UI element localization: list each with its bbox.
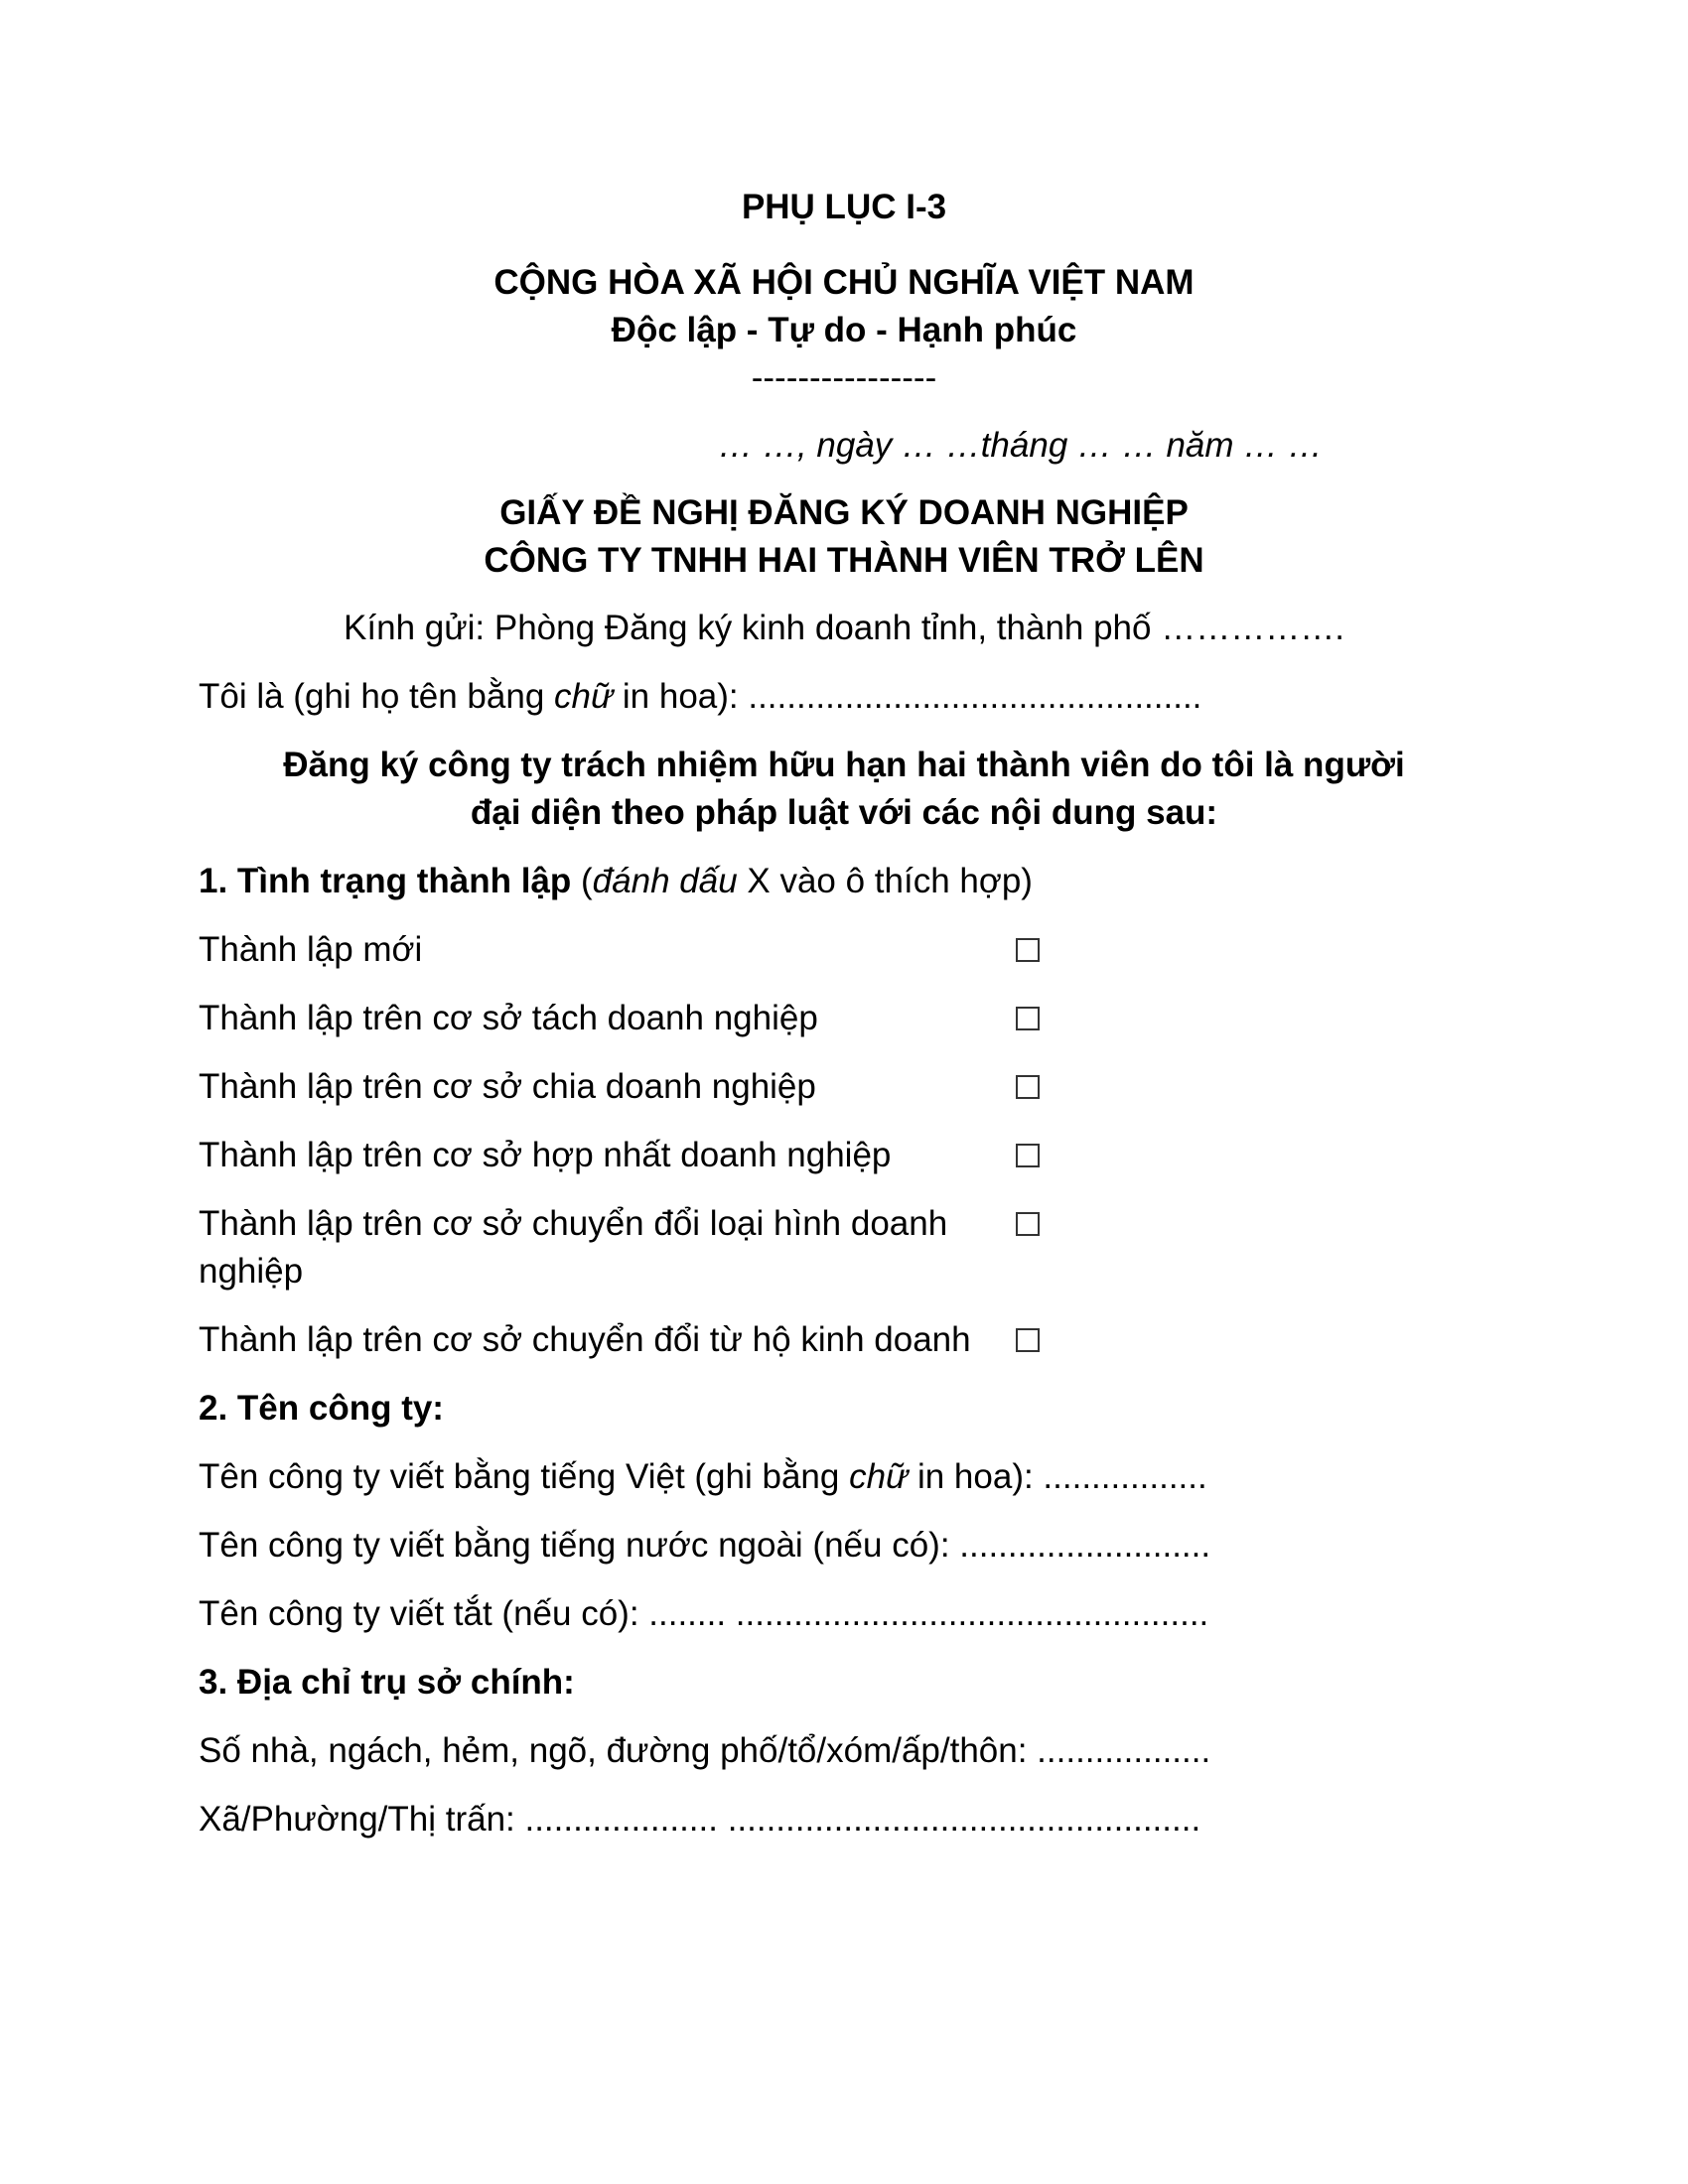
section1-heading bbox=[199, 858, 1489, 905]
establishment-option-row-consolidation bbox=[199, 1132, 1489, 1179]
form-title-line1: GIẤY ĐỀ NGHỊ ĐĂNG KÝ DOANH NGHIỆP bbox=[499, 493, 1189, 532]
establishment-option-row-conversion-household bbox=[199, 1316, 1489, 1364]
section1-heading-rest: X vào ô thích hợp) bbox=[737, 862, 1033, 900]
checkbox-empty-icon bbox=[1016, 1212, 1040, 1236]
motto-divider: ---------------- bbox=[751, 358, 937, 397]
registration-statement-line1: Đăng ký công ty trách nhiệm hữu hạn hai thành viên do tôi là người bbox=[283, 746, 1405, 784]
section1-heading-italic: đánh dấu bbox=[592, 862, 738, 900]
company-name-vietnamese-italic-word: chữ bbox=[849, 1457, 909, 1496]
section1-heading-paren: ( bbox=[571, 862, 593, 900]
option-label: Thành lập trên cơ sở chia doanh nghiệp bbox=[199, 1067, 816, 1106]
checkbox-empty-icon bbox=[1016, 938, 1040, 962]
national-name: CỘNG HÒA XÃ HỘI CHỦ NGHĨA VIỆT NAM bbox=[493, 263, 1195, 302]
company-name-foreign-line: Tên công ty viết bằng tiếng nước ngoài (nếu có): .......................... bbox=[199, 1526, 1211, 1565]
company-name-vietnamese-suffix: in hoa): ................. bbox=[908, 1457, 1207, 1496]
form-title-line2: CÔNG TY TNHH HAI THÀNH VIÊN TRỞ LÊN bbox=[484, 541, 1204, 580]
establishment-option-row-division bbox=[199, 1063, 1489, 1111]
section2-heading: 2. Tên công ty: bbox=[199, 1389, 444, 1428]
establishment-option-row-separation bbox=[199, 995, 1489, 1042]
registration-statement-line2: đại diện theo pháp luật với các nội dung sau: bbox=[470, 793, 1218, 832]
option-label: Thành lập trên cơ sở hợp nhất doanh nghiệp bbox=[199, 1136, 892, 1174]
checkbox-empty-icon bbox=[1016, 1007, 1040, 1030]
establishment-option-row-new bbox=[199, 926, 1489, 974]
salutation-line: Kính gửi: Phòng Đăng ký kinh doanh tỉnh, thành phố ……………. bbox=[344, 609, 1344, 647]
declarant-suffix: in hoa): ............................................... bbox=[613, 677, 1202, 716]
option-label: Thành lập mới bbox=[199, 930, 423, 969]
option-label: Thành lập trên cơ sở chuyển đổi từ hộ kinh doanh bbox=[199, 1320, 971, 1359]
date-line: … …, ngày … …tháng … … năm … … bbox=[718, 426, 1323, 465]
declarant-prefix: Tôi là (ghi họ tên bằng bbox=[199, 677, 555, 716]
checkbox-empty-icon bbox=[1016, 1075, 1040, 1099]
establishment-option-row-conversion-type bbox=[199, 1200, 1489, 1296]
company-name-abbreviated-line: Tên công ty viết tắt (nếu có): ........ ................................................. bbox=[199, 1594, 1209, 1633]
checkbox-empty-icon bbox=[1016, 1144, 1040, 1167]
appendix-title: PHỤ LỤC I-3 bbox=[741, 188, 947, 226]
declarant-line bbox=[199, 673, 1489, 721]
address-ward-line: Xã/Phường/Thị trấn: .................... ................................................. bbox=[199, 1800, 1201, 1839]
section1-heading-bold: 1. Tình trạng thành lập bbox=[199, 862, 572, 900]
option-label: Thành lập trên cơ sở tách doanh nghiệp bbox=[199, 999, 818, 1037]
company-name-vietnamese-prefix: Tên công ty viết bằng tiếng Việt (ghi bằng bbox=[199, 1457, 850, 1496]
checkbox-empty-icon bbox=[1016, 1328, 1040, 1352]
option-label: Thành lập trên cơ sở chuyển đổi loại hình doanh nghiệp bbox=[199, 1204, 948, 1291]
declarant-italic-word: chữ bbox=[554, 677, 614, 716]
address-street-line: Số nhà, ngách, hẻm, ngõ, đường phố/tổ/xóm/ấp/thôn: .................. bbox=[199, 1731, 1211, 1770]
national-motto: Độc lập - Tự do - Hạnh phúc bbox=[611, 311, 1077, 349]
company-name-vietnamese-line bbox=[199, 1453, 1489, 1501]
section3-heading: 3. Địa chỉ trụ sở chính: bbox=[199, 1663, 575, 1702]
